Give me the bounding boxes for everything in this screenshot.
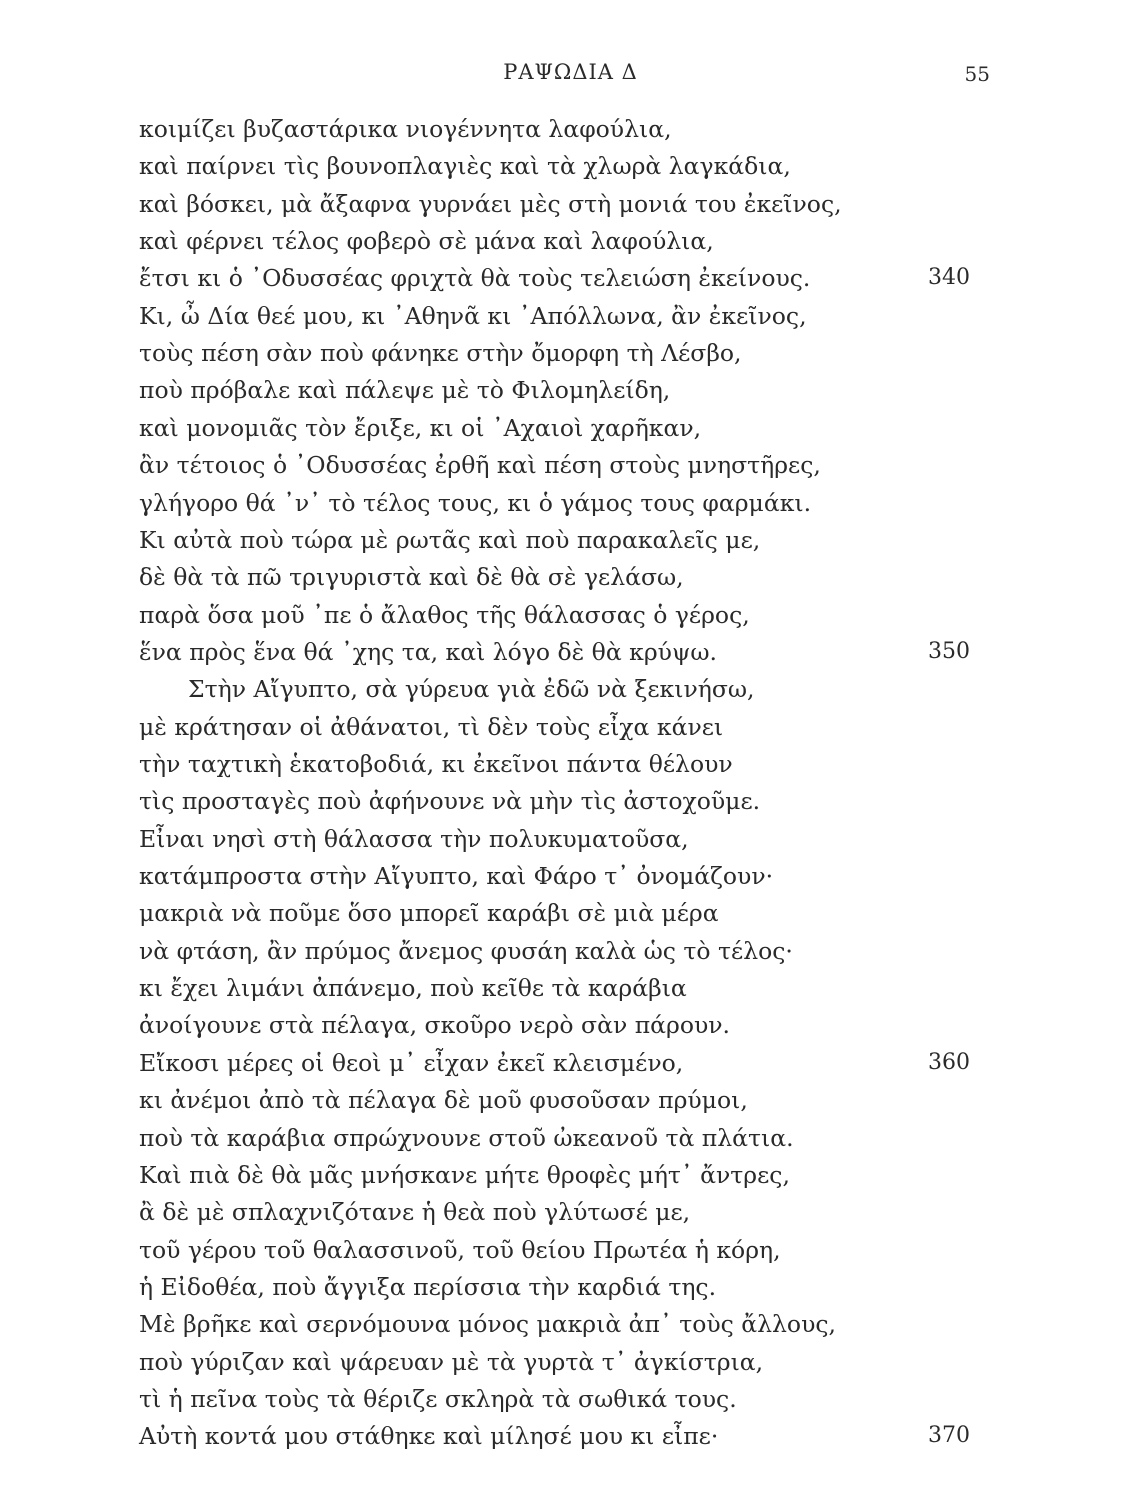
verse-text: ποὺ πρόβαλε καὶ πάλεψε μὲ τὸ Φιλομηλείδη, (139, 376, 671, 405)
verse-line (0, 1270, 1141, 1304)
verse-line (0, 635, 1141, 669)
verse-text: ἡ Εἰδοθέα, ποὺ ἄγγιξα περίσσια τὴν καρδιά της. (139, 1272, 717, 1301)
verse-line (0, 299, 1141, 333)
verse-text: νὰ φτάση, ἂν πρύμος ἄνεμος φυσάη καλὰ ὡς τὸ τέλος· (139, 936, 793, 965)
verse-line (0, 224, 1141, 258)
verse-line (0, 710, 1141, 744)
verse-text: καὶ μονομιᾶς τὸν ἔριξε, κι οἱ ᾿Αχαιοὶ χαρῆκαν, (139, 413, 702, 442)
verse-line (0, 373, 1141, 407)
verse-text: Στὴν Αἴγυπτο, σὰ γύρευα γιὰ ἐδῶ νὰ ξεκινήσω, (188, 675, 755, 704)
verse-line (0, 747, 1141, 781)
verse-text: ἂν τέτοιος ὁ ᾿Οδυσσέας ἐρθῆ καὶ πέση στοὺς μνηστῆρες, (139, 451, 821, 480)
verse-text: τὶ ἡ πεῖνα τοὺς τὰ θέριζε σκληρὰ τὰ σωθικά τους. (139, 1384, 737, 1413)
verse-line (0, 1419, 1141, 1453)
verse-text: ἕνα πρὸς ἕνα θά ᾿χης τα, καὶ λόγο δὲ θὰ κρύψω. (139, 637, 718, 666)
verse-text: κοιμίζει βυζαστάρικα νιογέννητα λαφούλια, (139, 115, 672, 143)
verse-line (0, 672, 1141, 706)
verse-text: καὶ φέρνει τέλος φοβερὸ σὲ μάνα καὶ λαφούλια, (139, 227, 714, 256)
verse-line (0, 1121, 1141, 1155)
line-number: 340 (928, 265, 970, 291)
verse-text: κι ἀνέμοι ἀπὸ τὰ πέλαγα δὲ μοῦ φυσοῦσαν πρύμοι, (139, 1086, 748, 1115)
verse-line (0, 486, 1141, 520)
verse-line (0, 1233, 1141, 1267)
verse-text: τὶς προσταγὲς ποὺ ἀφήνουνε νὰ μὴν τὶς ἀστοχοῦμε. (139, 787, 761, 816)
verse-text: παρὰ ὅσα μοῦ ᾿πε ὁ ἄλαθος τῆς θάλασσας ὁ γέρος, (139, 600, 750, 629)
verse-text: τὴν ταχτικὴ ἑκατοβοδιά, κι ἐκεῖνοι πάντα θέλουν (139, 750, 733, 778)
verse-line (0, 187, 1141, 221)
verse-text: κι ἔχει λιμάνι ἀπάνεμο, ποὺ κεῖθε τὰ καράβια (139, 974, 687, 1003)
verse-line (0, 1008, 1141, 1042)
verse-text: δὲ θὰ τὰ πῶ τριγυριστὰ καὶ δὲ θὰ σὲ γελάσω, (139, 563, 684, 592)
verse-text: μακριὰ νὰ ποῦμε ὅσο μπορεῖ καράβι σὲ μιὰ μέρα (139, 899, 719, 928)
verse-line (0, 1345, 1141, 1379)
verse-line (0, 1382, 1141, 1416)
verse-text: Εἶναι νησὶ στὴ θάλασσα τὴν πολυκυματοῦσα, (139, 824, 689, 853)
verse-text: τοῦ γέρου τοῦ θαλασσινοῦ, τοῦ θείου Πρωτέα ἡ κόρη, (139, 1235, 781, 1264)
verse-text: ἔτσι κι ὁ ᾿Οδυσσέας φριχτὰ θὰ τοὺς τελειώση ἐκείνους. (139, 264, 811, 293)
verse-line (0, 859, 1141, 893)
verse-text: ποὺ γύριζαν καὶ ψάρευαν μὲ τὰ γυρτὰ τ᾿ ἀγκίστρια, (139, 1347, 764, 1376)
verse-line (0, 1195, 1141, 1229)
verse-line (0, 411, 1141, 445)
verse-line (0, 971, 1141, 1005)
verse-text: Μὲ βρῆκε καὶ σερνόμουνα μόνος μακριὰ ἀπ᾿ τοὺς ἄλλους, (139, 1310, 837, 1339)
verse-text: ἂ δὲ μὲ σπλαχνιζότανε ἡ θεὰ ποὺ γλύτωσέ με, (139, 1198, 691, 1227)
verse-text: Κι, ὦ Δία θεέ μου, κι ᾿Αθηνᾶ κι ᾿Απόλλωνα, ἂν ἐκεῖνος, (139, 301, 807, 330)
verse-line (0, 1083, 1141, 1117)
verse-text: ἀνοίγουνε στὰ πέλαγα, σκοῦρο νερὸ σὰν πάρουν. (139, 1011, 731, 1040)
verse-line (0, 934, 1141, 968)
verse-line (0, 896, 1141, 930)
verse-text: γλήγορο θά ᾿ν᾿ τὸ τέλος τους, κι ὁ γάμος τους φαρμάκι. (139, 488, 812, 517)
verse-line (0, 112, 1141, 146)
verse-line (0, 784, 1141, 818)
verse-line (0, 149, 1141, 183)
verse-line (0, 1307, 1141, 1341)
verse-line (0, 822, 1141, 856)
verse-line (0, 448, 1141, 482)
verse-text: ποὺ τὰ καράβια σπρώχνουνε στοῦ ὠκεανοῦ τὰ πλάτια. (139, 1123, 794, 1152)
line-number: 350 (928, 638, 970, 664)
page-number: 55 (964, 62, 990, 86)
verse-line (0, 1158, 1141, 1192)
verse-text: Αὐτὴ κοντά μου στάθηκε καὶ μίλησέ μου κι εἶπε· (139, 1422, 719, 1451)
verse-text: μὲ κράτησαν οἱ ἀθάνατοι, τὶ δὲν τοὺς εἶχα κάνει (139, 712, 724, 741)
line-number: 360 (928, 1049, 970, 1075)
verse-text: τοὺς πέση σὰν ποὺ φάνηκε στὴν ὄμορφη τὴ Λέσβο, (139, 339, 742, 368)
verse-text: καὶ βόσκει, μὰ ἄξαφνα γυρνάει μὲς στὴ μονιά του ἐκεῖνος, (139, 189, 842, 218)
verse-line (0, 1046, 1141, 1080)
verse-line (0, 598, 1141, 632)
verse-line (0, 560, 1141, 594)
line-number: 370 (928, 1423, 970, 1449)
verse-text: Κι αὐτὰ ποὺ τώρα μὲ ρωτᾶς καὶ ποὺ παρακαλεῖς με, (139, 525, 761, 554)
verse-text: Εἴκοσι μέρες οἱ θεοὶ μ᾿ εἶχαν ἐκεῖ κλεισμένο, (139, 1048, 684, 1077)
verse-text: Καὶ πιὰ δὲ θὰ μᾶς μνήσκανε μήτε θροφὲς μήτ᾿ ἄντρες, (139, 1160, 790, 1189)
page-title: ΡΑΨΩΔΙΑ Δ (503, 60, 638, 84)
verse-line (0, 523, 1141, 557)
verse-text: κατάμπροστα στὴν Αἴγυπτο, καὶ Φάρο τ᾿ ὀνομάζουν· (139, 862, 774, 890)
verse-line (0, 336, 1141, 370)
verse-text: καὶ παίρνει τὶς βουνοπλαγιὲς καὶ τὰ χλωρὰ λαγκάδια, (139, 152, 791, 181)
verse-line (0, 261, 1141, 295)
